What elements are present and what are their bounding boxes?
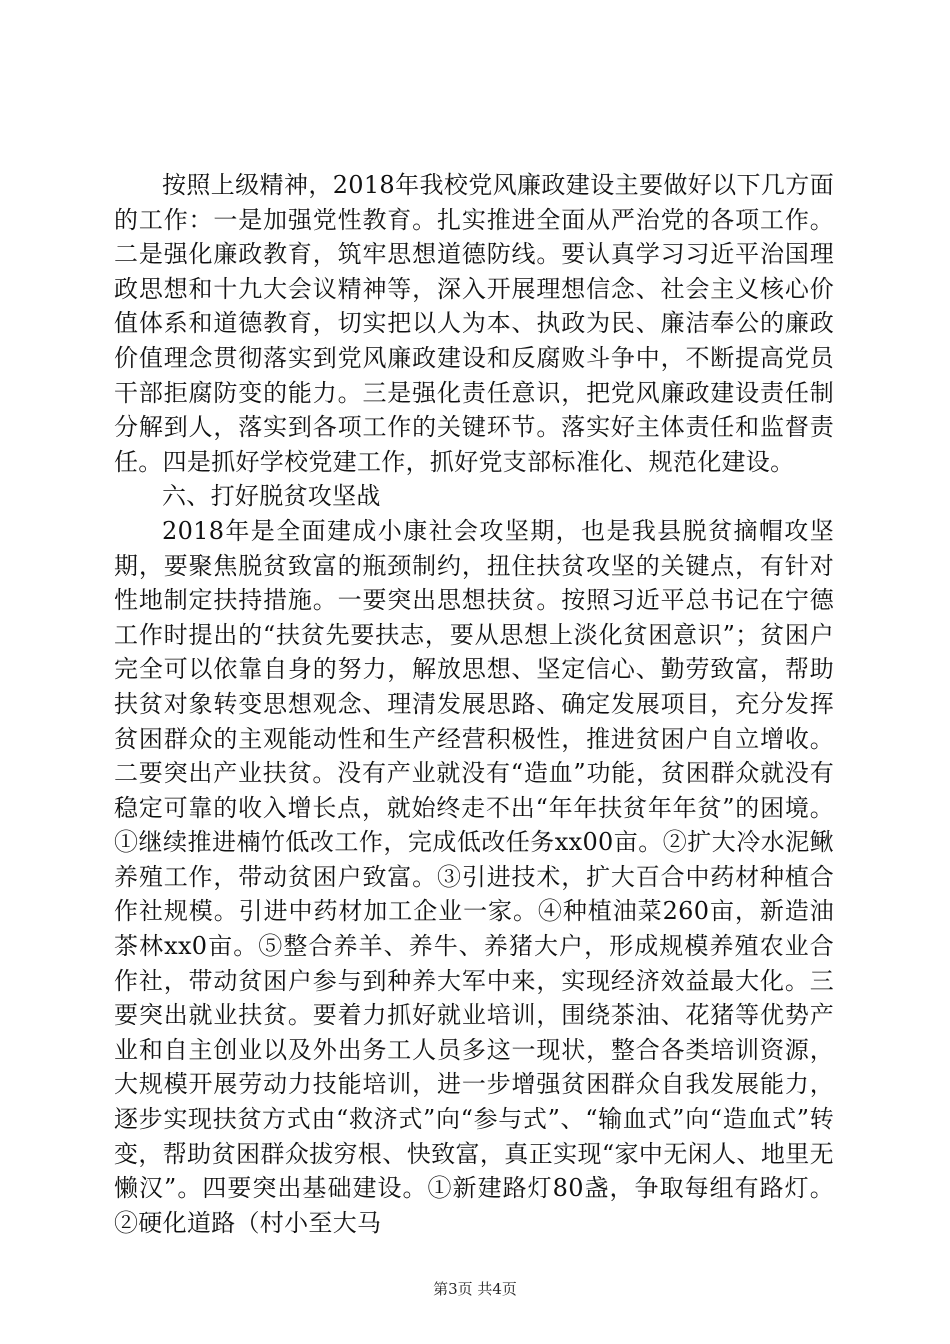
document-body <box>114 168 834 1240</box>
paragraph-poverty-alleviation: 2018年是全面建成小康社会攻坚期，也是我县脱贫摘帽攻坚期，要聚焦脱贫致富的瓶颈制约，扭住扶贫攻坚的关键点，有针对性地制定扶持措施。一要突出思想扶贫。按照习近平总书记在宁德工作时提出的“扶贫先要扶志，要从思想上淡化贫困意识”；贫困户完全可以依靠自身的努力，解放思想、坚定信心、勤劳致富，帮助扶贫对象转变思想观念、理清发展思路、确定发展项目，充分发挥贫困群众的主观能动性和生产经营积极性，推进贫困户自立增收。二要突出产业扶贫。没有产业就没有“造血”功能，贫困群众就没有稳定可靠的收入增长点，就始终走不出“年年扶贫年年贫”的困境。①继续推进楠竹低改工作，完成低改任务xx00亩。②扩大冷水泥鳅养殖工作，带动贫困户致富。③引进技术，扩大百合中药材种植合作社规模。引进中药材加工企业一家。④种植油菜260亩，新造油茶林xx0亩。⑤整合养羊、养牛、养猪大户，形成规模养殖农业合作社，带动贫困户参与到种养大军中来，实现经济效益最大化。三要突出就业扶贫。要着力抓好就业培训，围绕茶油、花猪等优势产业和自主创业以及外出务工人员多这一现状，整合各类培训资源，大规模开展劳动力技能培训，进一步增强贫困群众自我发展能力，逐步实现扶贫方式由“救济式”向“参与式”、“输血式”向“造血式”转变，帮助贫困群众拔穷根、快致富，真正实现“家中无闲人、地里无懒汉”。四要突出基础建设。①新建路灯80盏，争取每组有路灯。②硬化道路（村小至大马 <box>114 516 834 1237</box>
paragraph-party-building: 按照上级精神，2018年我校党风廉政建设主要做好以下几方面的工作：一是加强党性教育。扎实推进全面从严治党的各项工作。二是强化廉政教育，筑牢思想道德防线。要认真学习习近平治国理政思想和十九大会议精神等，深入开展理想信念、社会主义核心价值体系和道德教育，切实把以人为本、执政为民、廉洁奉公的廉政价值理念贯彻落实到党风廉政建设和反腐败斗争中，不断提高党员干部拒腐防变的能力。三是强化责任意识，把党风廉政建设责任制分解到人，落实到各项工作的关键环节。落实好主体责任和监督责任。四是抓好学校党建工作，抓好党支部标准化、规范化建设。 <box>114 171 834 476</box>
section-heading-poverty: 六、打好脱贫攻坚战 <box>162 482 381 511</box>
page-footer: 第3页 共4页 <box>433 1280 517 1298</box>
